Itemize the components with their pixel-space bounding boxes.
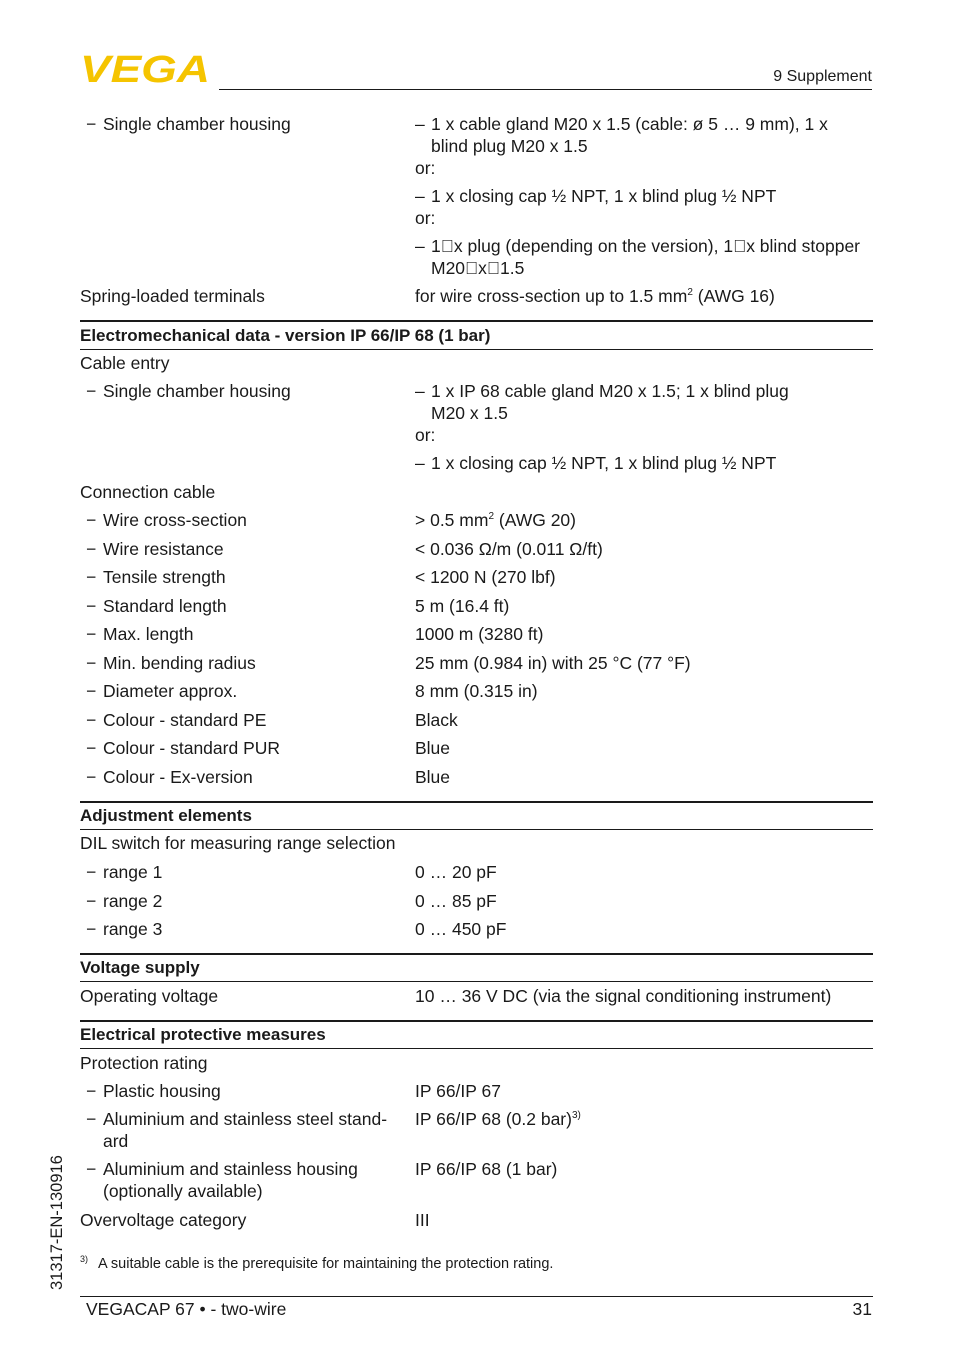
document-code: 31317-EN-130916	[48, 1155, 66, 1290]
spec-row-label: − Colour - standard PE	[86, 710, 267, 730]
spec-row-value: Blue	[415, 738, 451, 758]
spec-row-label: − Min. bending radius	[86, 653, 256, 673]
spec-row-label: − Max. length	[86, 624, 194, 644]
plastic-housing-value: IP 66/IP 67	[415, 1081, 501, 1101]
spec-row-label: − Tensile strength	[86, 567, 226, 587]
section-rule-bottom	[80, 981, 873, 982]
range-label: − range 3	[86, 919, 163, 939]
spec-row-label: − Wire resistance	[86, 539, 224, 559]
spec-row-value: 8 mm (0.315 in)	[415, 681, 538, 701]
header-rule	[219, 89, 872, 90]
spec-row-value: 1000 m (3280 ft)	[415, 624, 544, 644]
adjustment-heading: Adjustment elements	[80, 806, 252, 825]
spec-row-label: − Diameter approx.	[86, 681, 238, 701]
alu-ss-standard-label: − Aluminium and stainless steel stand- ard	[86, 1109, 388, 1151]
wire-cross-section-value: > 0.5 $mm^2$ (AWG 20)	[415, 510, 576, 530]
footnote-mark: 3)	[80, 1254, 89, 1265]
voltage-heading: Voltage supply	[80, 958, 200, 977]
range-label: − range 1	[86, 862, 163, 882]
electromech-heading: Electromechanical data - version IP 66/IP 68 (1 bar)	[80, 326, 491, 345]
section-title: 9 Supplement	[773, 68, 872, 85]
section-rule-top	[80, 953, 873, 955]
spring-terminals-label: Spring-loaded terminals	[80, 286, 265, 306]
spec-row-label: − Colour - standard PUR	[86, 738, 281, 758]
section-rule-bottom	[80, 1048, 873, 1049]
section-rule-top	[80, 801, 873, 803]
footer-product: VEGACAP 67 • - two-wire	[86, 1299, 287, 1319]
cable-gland-value: – 1 x cable gland M20 x 1.5 (cable: ø 5 … 9 mm), 1 x blind plug M20 x 1.5 or:	[415, 114, 828, 178]
vega-logo-text: VEGA	[80, 52, 210, 84]
ip68-gland-value: – 1 x IP 68 cable gland M20 x 1.5; 1 x blind plug M20 x 1.5 or:	[415, 381, 789, 445]
spec-row-value: 5 m (16.4 ft)	[415, 596, 510, 616]
range-value: 0 … 450 pF	[415, 919, 507, 939]
spec-row-value: < 0.036 Ω/m (0.011 Ω/ft)	[415, 539, 603, 559]
range-value: 0 … 20 pF	[415, 862, 497, 882]
overvoltage-label: Overvoltage category	[80, 1210, 247, 1230]
spring-terminals-value: for wire cross-section up to 1.5 $mm^2$ (AWG 16)	[415, 286, 775, 306]
alu-optional-label: − Aluminium and stainless housing (optionally available)	[86, 1159, 358, 1201]
protection-rating-label: Protection rating	[80, 1053, 208, 1073]
section-rule-bottom	[80, 349, 873, 350]
single-chamber-label: − Single chamber housing	[86, 114, 291, 134]
section-rule-top	[80, 320, 873, 322]
operating-voltage-value: 10 … 36 V DC (via the signal conditioning instrument)	[415, 986, 832, 1006]
spec-row-value: < 1200 N (270 lbf)	[415, 567, 556, 587]
wire-cross-section-label: − Wire cross-section	[86, 510, 247, 530]
spec-row-value: Blue	[415, 767, 451, 787]
overvoltage-value: III	[415, 1210, 430, 1230]
range-value: 0 … 85 pF	[415, 891, 497, 911]
footer-rule	[80, 1296, 873, 1297]
connection-cable-label: Connection cable	[80, 482, 216, 502]
plug-value: – 1 x plug (depending on the version), 1 x blind stopper M20 x 1.5	[415, 236, 861, 278]
section-rule-bottom	[80, 829, 873, 830]
alu-optional-value: IP 66/IP 68 (1 bar)	[415, 1159, 558, 1179]
page-number: 31	[852, 1299, 872, 1319]
closing-cap-value: – 1 x closing cap ½ NPT, 1 x blind plug ½ NPT or:	[415, 186, 777, 228]
footnote-text: A suitable cable is the prerequisite for maintaining the protection rating.	[98, 1256, 554, 1272]
cable-entry-label: Cable entry	[80, 353, 170, 373]
spec-row-label: − Standard length	[86, 596, 227, 616]
alu-ss-standard-value: IP 66/IP 68 (0.2 bar)$^{3)}$	[415, 1109, 581, 1129]
footnote-ref: 3)	[571, 1110, 581, 1122]
operating-voltage-label: Operating voltage	[80, 986, 219, 1006]
plastic-housing-label: − Plastic housing	[86, 1081, 221, 1101]
single-chamber-label: − Single chamber housing	[86, 381, 291, 401]
range-label: − range 2	[86, 891, 163, 911]
vega-logo	[80, 52, 212, 84]
dil-switch-label: DIL switch for measuring range selection	[80, 833, 396, 853]
spec-row-label: − Colour - Ex-version	[86, 767, 253, 787]
section-rule-top	[80, 1020, 873, 1022]
spec-row-value: Black	[415, 710, 458, 730]
spec-row-value: 25 mm (0.984 in) with 25 °C (77 °F)	[415, 653, 691, 673]
protective-heading: Electrical protective measures	[80, 1025, 326, 1044]
closing-cap-value: – 1 x closing cap ½ NPT, 1 x blind plug ½ NPT	[415, 453, 777, 473]
footnote	[80, 1256, 553, 1272]
